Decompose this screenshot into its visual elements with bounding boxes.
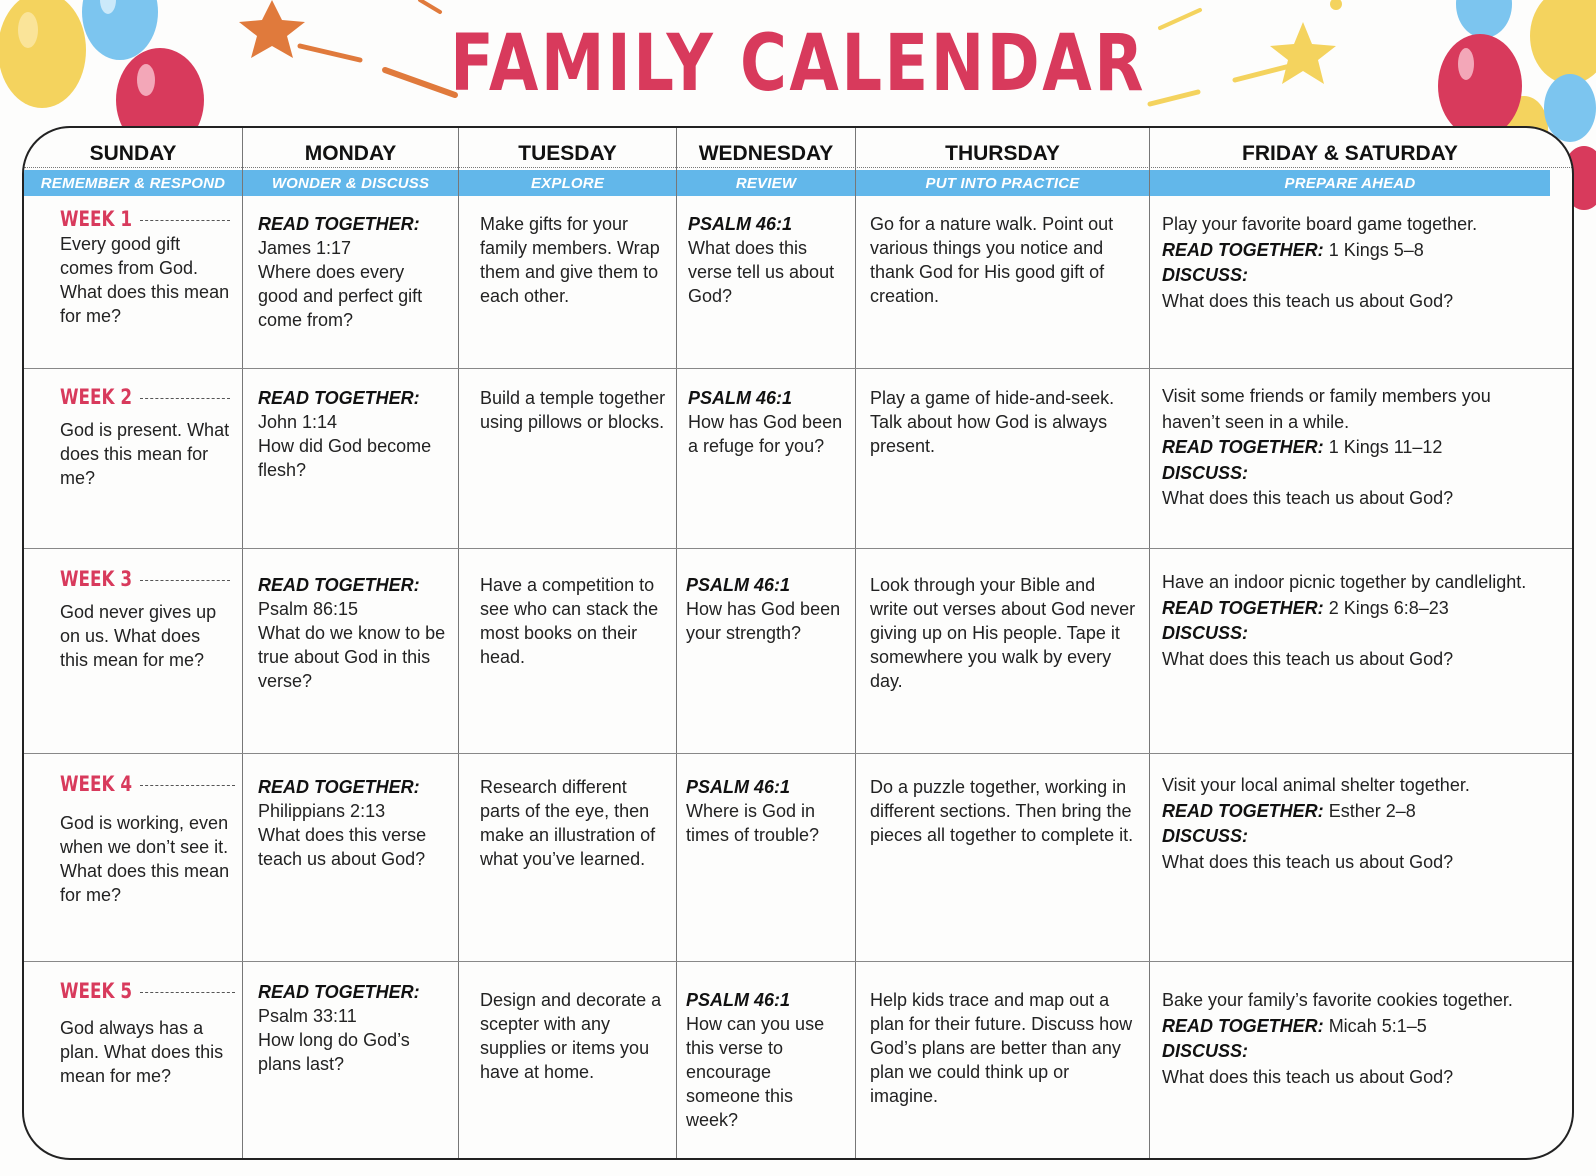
col-header-tuesday: TUESDAY — [518, 142, 617, 165]
col-theme-thursday: PUT INTO PRACTICE — [856, 170, 1149, 196]
wednesday-cell-week-5 — [686, 988, 844, 1132]
scripture-reference: Philippians 2:13 — [258, 801, 386, 821]
friday-cell-week-4 — [1162, 773, 1542, 875]
discussion-question: What does this teach us about God? — [1162, 851, 1454, 872]
col-theme-tuesday: EXPLORE — [459, 170, 676, 196]
scripture-reference: 1 Kings 11–12 — [1323, 437, 1443, 457]
week-label: WEEK 4 — [60, 772, 133, 796]
weekend-activity: Bake your family’s favorite cookies together. — [1162, 990, 1513, 1010]
discussion-question: What does this teach us about God? — [1162, 488, 1454, 508]
friday-cell-week-3 — [1162, 570, 1542, 672]
read-together-label: READ TOGETHER: — [1162, 239, 1324, 260]
sunday-cell-week-3 — [60, 566, 230, 672]
monday-cell-week-4 — [258, 775, 446, 871]
sunday-cell-week-2 — [60, 384, 230, 490]
col-header-friday-saturday: FRIDAY & SATURDAY — [1242, 142, 1458, 165]
discuss-label: DISCUSS: — [1162, 623, 1249, 643]
col-header-wednesday: WEDNESDAY — [698, 142, 834, 165]
psalm-label: PSALM 46:1 — [686, 777, 791, 797]
scripture-reference: Esther 2–8 — [1323, 800, 1416, 821]
discussion-question: What do we know to be true about God in this verse? — [258, 623, 446, 691]
balloon-icon — [1456, 0, 1512, 38]
weekend-activity: Play your favorite board game together. — [1162, 214, 1478, 234]
discussion-question: What does this verse teach us about God? — [258, 825, 427, 869]
psalm-label: PSALM 46:1 — [688, 388, 793, 408]
tuesday-cell-week-2: Build a temple together using pillows or blocks. — [480, 388, 666, 432]
thursday-cell-week-1: Go for a nature walk. Point out various things you notice and thank God for His good gift of creation. — [870, 214, 1114, 306]
read-together-label: READ TOGETHER: — [1162, 800, 1324, 821]
psalm-label: PSALM 46:1 — [686, 990, 791, 1010]
tuesday-cell-week-5: Design and decorate a scepter with any supplies or items you have at home. — [480, 990, 662, 1082]
wednesday-cell-week-4 — [686, 775, 844, 847]
weekend-activity: Visit your local animal shelter together. — [1162, 775, 1470, 795]
week-label: WEEK 3 — [60, 567, 133, 591]
read-together-label: READ TOGETHER: — [258, 214, 420, 234]
review-question: Where is God in times of trouble? — [686, 801, 820, 845]
sunday-prompt: God is present. What does this mean for me? — [60, 420, 230, 488]
read-together-label: READ TOGETHER: — [1162, 437, 1324, 457]
col-theme-wednesday: REVIEW — [677, 170, 855, 196]
monday-cell-week-3 — [258, 573, 446, 693]
read-together-label: READ TOGETHER: — [1162, 597, 1324, 618]
read-together-label: READ TOGETHER: — [258, 575, 420, 595]
sunday-cell-week-4 — [60, 771, 235, 907]
sunday-cell-week-5 — [60, 978, 235, 1088]
psalm-label: PSALM 46:1 — [688, 214, 793, 234]
friday-cell-week-2 — [1162, 384, 1542, 512]
discussion-question: What does this teach us about God? — [1162, 648, 1454, 669]
week-label: WEEK 1 — [60, 207, 133, 231]
discussion-question: How long do God’s plans last? — [258, 1030, 410, 1074]
balloon-icon — [0, 0, 86, 108]
col-theme-monday: WONDER & DISCUSS — [243, 170, 458, 196]
discussion-question: What does this teach us about God? — [1162, 1066, 1454, 1087]
wednesday-cell-week-1 — [688, 212, 844, 308]
thursday-cell-week-2: Play a game of hide-and-seek. Talk about how God is always present. — [870, 388, 1115, 456]
col-theme-friday-saturday: PREPARE AHEAD — [1150, 170, 1550, 196]
balloon-icon — [1530, 0, 1596, 84]
sunday-prompt: Every good gift comes from God. What does this mean for me? — [60, 234, 230, 326]
review-question: How has God been your strength? — [686, 599, 841, 643]
thursday-cell-week-5: Help kids trace and map out a plan for their future. Discuss how God’s plans are better than any plan we could think up or imagine. — [870, 990, 1133, 1106]
week-label: WEEK 2 — [60, 385, 133, 409]
weekend-activity: Visit some friends or family members you haven’t seen in a while. — [1162, 386, 1491, 432]
col-header-sunday: SUNDAY — [89, 142, 177, 165]
discussion-question: What does this teach us about God? — [1162, 290, 1454, 311]
read-together-label: READ TOGETHER: — [1162, 1015, 1324, 1036]
discussion-question: How did God become flesh? — [258, 436, 432, 480]
read-together-label: READ TOGETHER: — [258, 982, 420, 1002]
tuesday-cell-week-1: Make gifts for your family members. Wrap them and give them to each other. — [480, 214, 660, 306]
calendar-grid — [22, 126, 1574, 1160]
scripture-reference: Micah 5:1–5 — [1323, 1015, 1427, 1036]
scripture-reference: John 1:14 — [258, 412, 338, 432]
sunday-prompt: God never gives up on us. What does this mean for me? — [60, 602, 217, 670]
wednesday-cell-week-3 — [686, 573, 844, 645]
sunday-cell-week-1 — [60, 206, 230, 328]
tuesday-cell-week-3: Have a competition to see who can stack the most books on their head. — [480, 575, 659, 667]
discuss-label: DISCUSS: — [1162, 462, 1249, 483]
read-together-label: READ TOGETHER: — [258, 777, 420, 797]
scripture-reference: 2 Kings 6:8–23 — [1323, 597, 1449, 618]
scripture-reference: James 1:17 — [258, 238, 352, 258]
week-label: WEEK 5 — [60, 979, 133, 1003]
scripture-reference: 1 Kings 5–8 — [1323, 239, 1424, 260]
thursday-cell-week-4: Do a puzzle together, working in different sections. Then bring the pieces all together to complete it. — [870, 777, 1134, 845]
monday-cell-week-1 — [258, 212, 446, 332]
friday-cell-week-1 — [1162, 212, 1542, 314]
weekend-activity: Have an indoor picnic together by candlelight. — [1162, 572, 1527, 592]
discuss-label: DISCUSS: — [1162, 1041, 1249, 1061]
read-together-label: READ TOGETHER: — [258, 388, 420, 408]
friday-cell-week-5 — [1162, 988, 1542, 1090]
sunday-prompt: God is working, even when we don’t see it. What does this mean for me? — [60, 813, 230, 905]
discuss-label: DISCUSS: — [1162, 826, 1249, 846]
col-theme-sunday: REMEMBER & RESPOND — [24, 170, 242, 196]
review-question: What does this verse tell us about God? — [688, 238, 835, 306]
psalm-label: PSALM 46:1 — [686, 575, 791, 595]
col-header-monday: MONDAY — [304, 142, 397, 165]
wednesday-cell-week-2 — [688, 386, 844, 458]
scripture-reference: Psalm 33:11 — [258, 1006, 357, 1026]
review-question: How can you use this verse to encourage someone this week? — [686, 1014, 825, 1130]
discussion-question: Where does every good and perfect gift come from? — [258, 262, 423, 330]
thursday-cell-week-3: Look through your Bible and write out verses about God never giving up on His people. Tape it somewhere you walk by every day. — [870, 575, 1136, 691]
scripture-reference: Psalm 86:15 — [258, 599, 359, 619]
review-question: How has God been a refuge for you? — [688, 412, 843, 456]
monday-cell-week-2 — [258, 386, 446, 482]
discuss-label: DISCUSS: — [1162, 265, 1249, 285]
page-title: FAMILY CALENDAR — [450, 19, 1146, 109]
balloon-icon — [1544, 74, 1596, 142]
sunday-prompt: God always has a plan. What does this mean for me? — [60, 1018, 224, 1086]
tuesday-cell-week-4: Research different parts of the eye, then make an illustration of what you’ve learned. — [480, 777, 656, 869]
col-header-thursday: THURSDAY — [945, 142, 1060, 165]
monday-cell-week-5 — [258, 980, 446, 1076]
